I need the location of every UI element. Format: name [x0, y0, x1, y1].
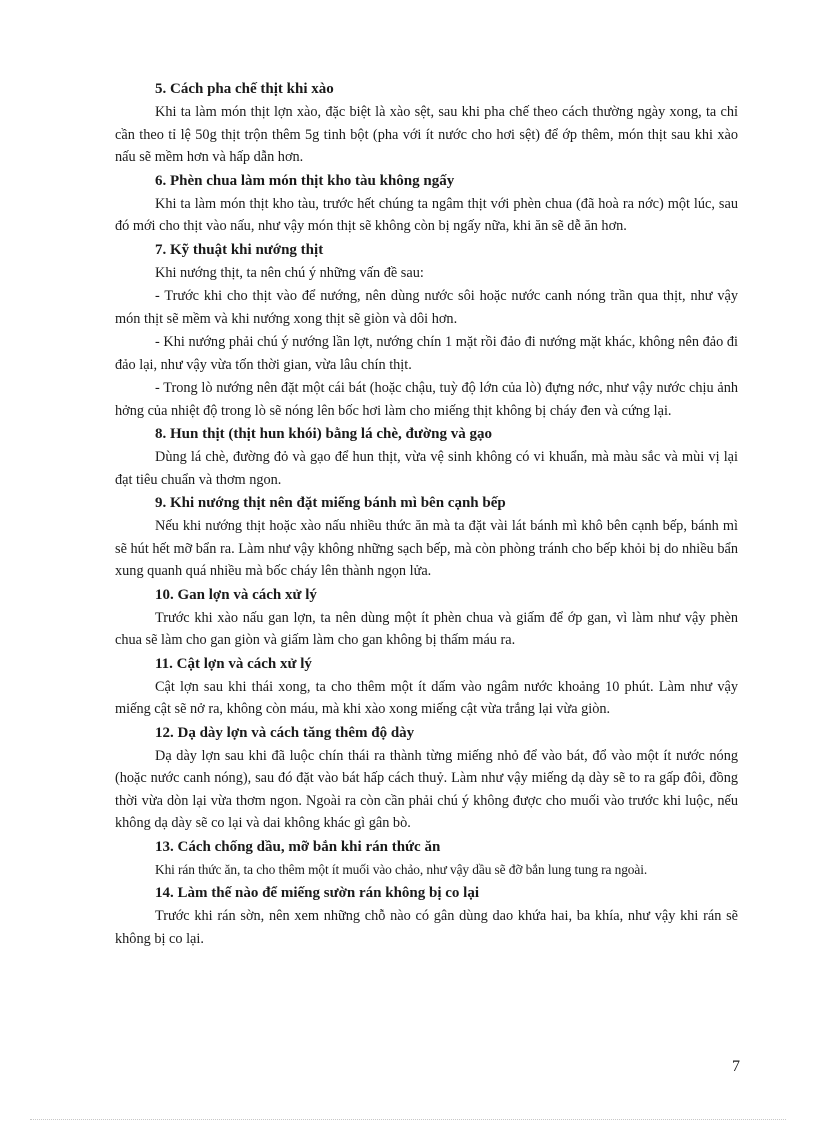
section	[115, 423, 738, 491]
section-paragraph: Khi nướng thịt, ta nên chú ý những vấn đề sau:	[155, 264, 424, 281]
section	[115, 653, 738, 721]
section	[115, 722, 738, 835]
section-paragraph: - Trong lò nướng nên đặt một cái bát (hoặc chậu, tuỳ độ lớn của lò) đựng nớc, như vậy nước chịu ảnh hởng của nhiệt độ trong lò sẽ nóng lên bốc hơi làm cho miếng thịt không bị cháy đen và cứng lại.	[115, 380, 738, 419]
section	[115, 170, 738, 238]
section	[115, 492, 738, 583]
section	[115, 239, 738, 423]
section-paragraph: Khi ta làm món thịt kho tàu, trước hết chúng ta ngâm thịt với phèn chua (đã hoà ra nớc) một lúc, sau đó mới cho thịt vào nấu, như vậy món thịt sẽ không còn bị ngấy nữa, khi ăn sẽ dễ ăn hơn.	[115, 195, 738, 234]
section-heading: 11. Cật lợn và cách xử lý	[155, 655, 312, 672]
section-paragraph: - Trước khi cho thịt vào để nướng, nên dùng nước sôi hoặc nước canh nóng trần qua thịt, như vậy món thịt sẽ mềm và khi nướng xong thịt sẽ giòn và dôi hơn.	[115, 288, 738, 327]
section-heading: 13. Cách chống dầu, mỡ bắn khi rán thức ăn	[155, 838, 441, 855]
section-paragraph: Cật lợn sau khi thái xong, ta cho thêm một ít dấm vào ngâm nước khoảng 10 phút. Làm như vậy miếng cật sẽ nở ra, không còn máu, mà khi xào xong miếng cật vừa trắng lại vừa giòn.	[115, 678, 738, 717]
section-paragraph: Nếu khi nướng thịt hoặc xào nấu nhiều thức ăn mà ta đặt vài lát bánh mì khô bên cạnh bếp, bánh mì sẽ hút hết mỡ bẩn ra. Làm như vậy không những sạch bếp, mà còn phòng tránh cho bếp khỏi bị do nhiều bẩn xung quanh quá nhiều mà bốc cháy lên thành ngọn lửa.	[115, 518, 738, 579]
section-paragraph: Dạ dày lợn sau khi đã luộc chín thái ra thành từng miếng nhỏ để vào bát, đổ vào một ít nước nóng (hoặc nước canh nóng), sau đó đặt vào bát hấp cách thuỷ. Làm như vậy miếng dạ dày sẽ to ra gấp đôi, đồng thời vừa dòn lại vừa thơm ngon. Ngoài ra còn cần phải chú ý không được cho muối vào trước khi luộc, nếu không dạ dày sẽ co lại và dai không khác gì gân bò.	[115, 747, 738, 831]
section-heading: 10. Gan lợn và cách xử lý	[155, 586, 317, 603]
section-heading: 5. Cách pha chế thịt khi xào	[155, 81, 334, 97]
section-heading: 7. Kỹ thuật khi nướng thịt	[155, 241, 324, 258]
section	[115, 882, 738, 950]
section-paragraph: Khi ta làm món thịt lợn xào, đặc biệt là xào sệt, sau khi pha chế theo cách thường ngày xong, ta chỉ cần theo tỉ lệ 50g thịt trộn thêm 5g tinh bột (pha với ít nước cho hơi sệt) để ớp thêm, món thịt sau khi xào nấu sẽ mềm hơn và hấp dẫn hơn.	[115, 104, 738, 165]
page-content	[115, 78, 738, 951]
section-paragraph: - Khi nướng phải chú ý nướng lần lợt, nướng chín 1 mặt rồi đảo đi nướng mặt khác, không nên đảo đi đảo lại, như vậy vừa tốn thời gian, vừa lâu chín thịt.	[115, 334, 738, 373]
section	[115, 78, 738, 169]
section-paragraph: Trước khi rán sờn, nên xem những chỗ nào có gân dùng dao khứa hai, ba khía, như vậy khi rán sẽ không bị co lại.	[115, 908, 738, 947]
section-paragraph: Dùng lá chè, đường đỏ và gạo để hun thịt, vừa vệ sinh không có vi khuẩn, mà màu sắc và mùi vị lại đạt tiêu chuẩn và thơm ngon.	[115, 449, 738, 488]
section-heading: 14. Làm thế nào để miếng sườn rán không bị co lại	[155, 885, 480, 901]
section	[115, 584, 738, 652]
section-paragraph: Trước khi xào nấu gan lợn, ta nên dùng một ít phèn chua và giấm để ớp gan, vì làm như vậy phèn chua sẽ làm cho gan giòn và giấm làm cho gan không bị thấm máu ra.	[115, 609, 738, 648]
section-heading: 8. Hun thịt (thịt hun khói) bằng lá chè, đường và gạo	[155, 426, 492, 442]
section-heading: 9. Khi nướng thịt nên đặt miếng bánh mì bên cạnh bếp	[155, 495, 506, 511]
section	[115, 836, 738, 882]
page-number: 7	[732, 1058, 740, 1075]
page-bottom-divider	[30, 1119, 786, 1120]
section-paragraph: Khi rán thức ăn, ta cho thêm một ít muối vào chảo, như vậy dầu sẽ đỡ bắn lung tung ra ngoài.	[155, 861, 648, 877]
section-heading: 6. Phèn chua làm món thịt kho tàu không ngấy	[155, 172, 455, 189]
section-heading: 12. Dạ dày lợn và cách tăng thêm độ dày	[155, 724, 415, 741]
